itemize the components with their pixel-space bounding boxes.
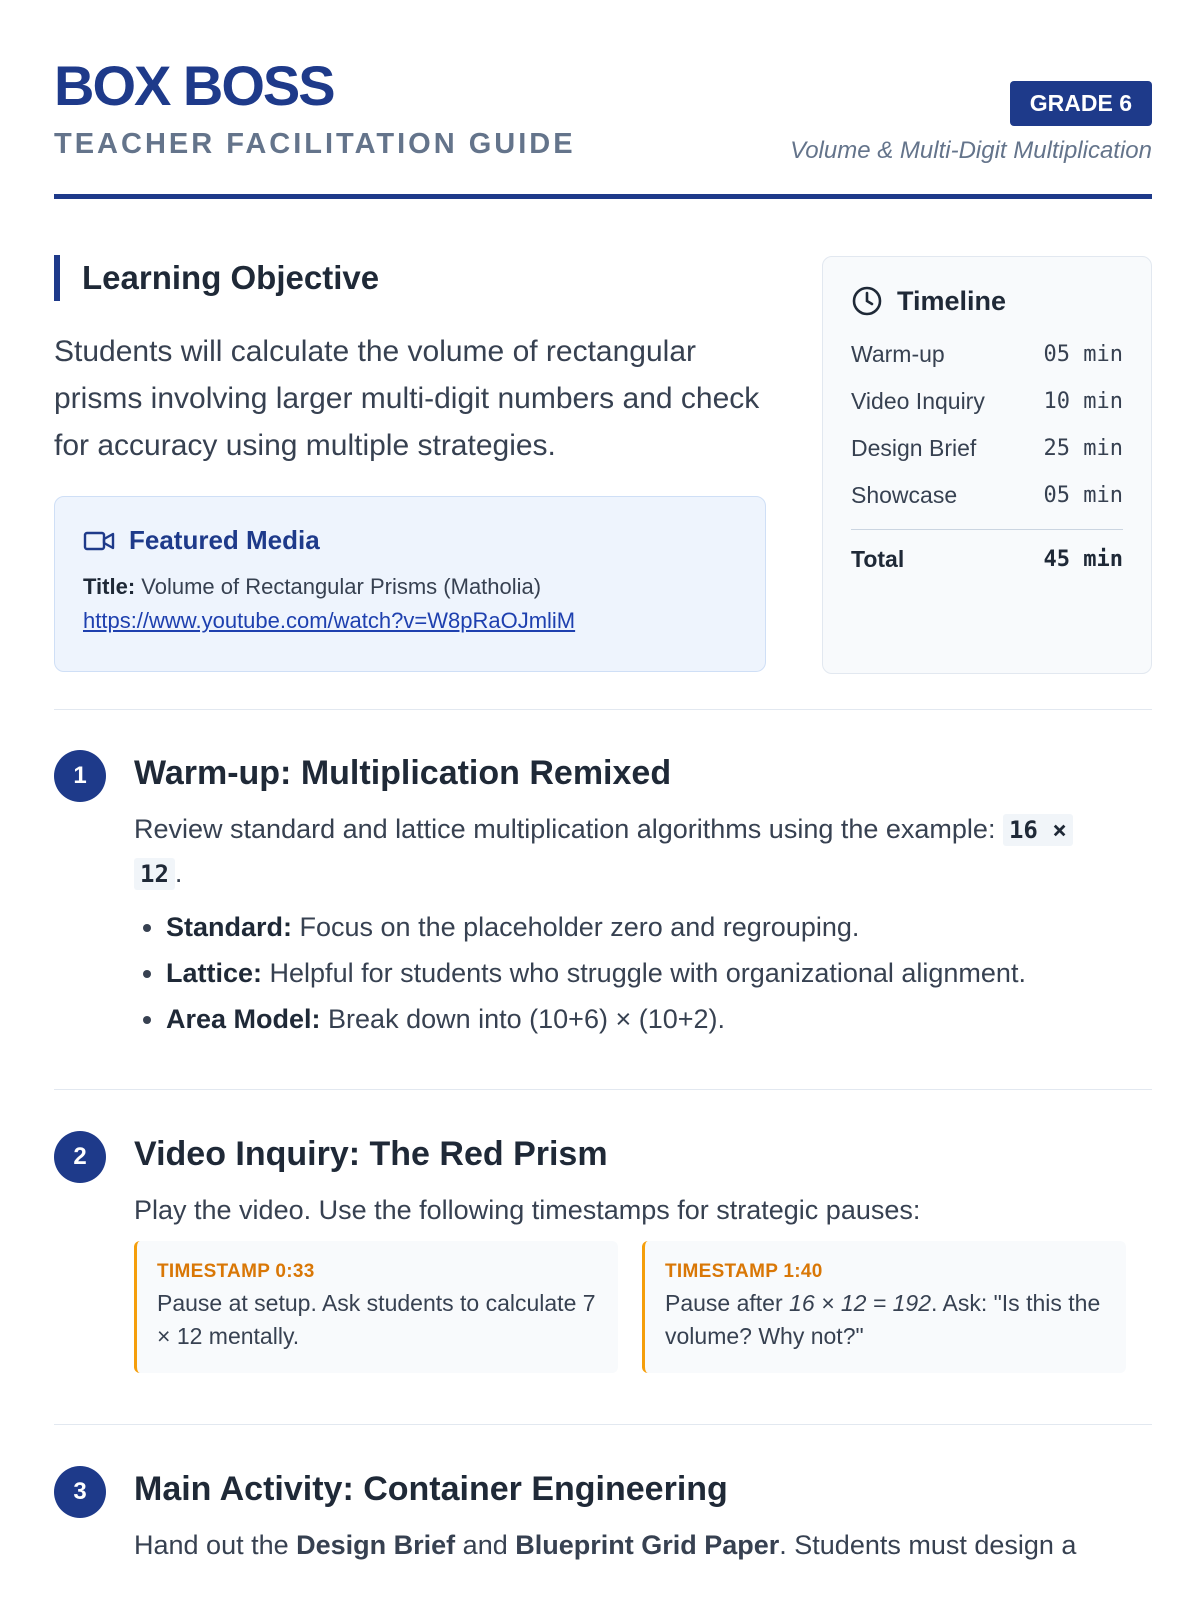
media-link[interactable]: https://www.youtube.com/watch?v=W8pRaOJmliM: [83, 608, 576, 633]
list-item-term: Area Model:: [166, 1004, 321, 1034]
header-divider: [54, 194, 1152, 199]
timeline-row-label: Showcase: [851, 482, 958, 508]
timestamp-label: TIMESTAMP 1:40: [665, 1261, 823, 1282]
step-intro-text: and: [455, 1530, 516, 1560]
timeline-total-label: Total: [851, 546, 905, 572]
timeline-divider: [851, 529, 1123, 530]
list-item: [166, 996, 1026, 1042]
media-title-line: [83, 574, 737, 600]
media-heading-text: Featured Media: [129, 525, 320, 555]
timeline-card: [822, 256, 1152, 674]
timestamp-equation: 16 × 12 = 192: [789, 1290, 931, 1316]
clock-icon: [851, 285, 883, 317]
timeline-row-value: 05 min: [1043, 483, 1123, 508]
grade-badge: GRADE 6: [1010, 81, 1152, 126]
timestamp-text: [665, 1287, 1106, 1353]
timeline-heading: [851, 285, 1123, 317]
step-intro-text: . Students must design a: [779, 1530, 1077, 1560]
list-item: [166, 904, 1026, 950]
section-divider: [54, 1424, 1152, 1425]
media-title-label: Title:: [83, 574, 136, 599]
timeline-row-value: 05 min: [1043, 342, 1123, 367]
timeline-row: [851, 425, 1123, 472]
example-code: 12: [134, 858, 175, 890]
objective-text: Students will calculate the volume of rectangular prisms involving larger multi-digit numbers and check for accuracy using multiple strategies.: [54, 335, 760, 462]
timestamp-text-post: . Ask: "Is this the volume? Why not?": [665, 1290, 1101, 1349]
step-intro-text: Hand out the: [134, 1530, 297, 1560]
section-divider: [54, 1089, 1152, 1090]
step-intro: [134, 1524, 1144, 1567]
step-title: Video Inquiry: The Red Prism: [134, 1135, 608, 1173]
step-intro: Play the video. Use the following timestamps for strategic pauses:: [134, 1195, 921, 1225]
brand-title: BOX BOSS: [54, 54, 334, 117]
step-number-badge: 1: [54, 750, 106, 802]
timeline-row-label: Warm-up: [851, 341, 945, 367]
timeline-row-value: 10 min: [1043, 389, 1123, 414]
list-item-text: Focus on the placeholder zero and regrouping.: [292, 912, 860, 942]
list-item-text: Helpful for students who struggle with organizational alignment.: [262, 958, 1026, 988]
blueprint-term: Blueprint Grid Paper: [515, 1530, 780, 1560]
timeline-row-label: Design Brief: [851, 435, 977, 461]
strategy-list: [134, 904, 1026, 1042]
list-item-text: Break down into (10+6) × (10+2).: [320, 1004, 726, 1034]
step-title: Warm-up: Multiplication Remixed: [134, 754, 672, 792]
list-item: [166, 950, 1026, 996]
guide-subtitle: TEACHER FACILITATION GUIDE: [54, 128, 576, 160]
timestamp-label: TIMESTAMP 0:33: [157, 1261, 315, 1282]
timestamp-card: [642, 1241, 1126, 1373]
media-title-value: Volume of Rectangular Prisms (Matholia): [141, 574, 542, 599]
video-camera-icon: [83, 530, 115, 552]
timeline-row: [851, 331, 1123, 378]
timestamp-text: Pause at setup. Ask students to calculate 7 × 12 mentally.: [157, 1290, 596, 1349]
step-intro: Review standard and lattice multiplication algorithms using the example: 16 × 12 .: [134, 808, 1144, 896]
featured-media-card: [54, 496, 766, 672]
timeline-row-label: Video Inquiry: [851, 388, 985, 414]
timeline-heading-text: Timeline: [897, 285, 1007, 316]
list-item-term: Lattice:: [166, 958, 263, 988]
design-brief-term: Design Brief: [296, 1530, 456, 1560]
timeline-row-value: 25 min: [1043, 436, 1123, 461]
step-number-badge: 2: [54, 1131, 106, 1183]
timeline-total-value: 45 min: [1043, 547, 1123, 572]
objective-title: Learning Objective: [54, 255, 379, 301]
section-divider: [54, 709, 1152, 710]
media-heading: [83, 525, 737, 556]
timeline-row: [851, 378, 1123, 425]
timeline-row: [851, 472, 1123, 519]
example-code: 16 ×: [1003, 814, 1073, 846]
step-number-badge: 3: [54, 1466, 106, 1518]
step-intro-text: Review standard and lattice multiplication algorithms using the example:: [134, 814, 996, 844]
timestamp-card: [134, 1241, 618, 1373]
step-title: Main Activity: Container Engineering: [134, 1470, 728, 1508]
list-item-term: Standard:: [166, 912, 293, 942]
timestamp-text-pre: Pause after: [665, 1290, 790, 1316]
header: [54, 0, 1152, 200]
guide-page: [54, 0, 1152, 1560]
timeline-total-row: [851, 536, 1123, 583]
topic-subtitle: Volume & Multi-Digit Multiplication: [790, 137, 1152, 164]
